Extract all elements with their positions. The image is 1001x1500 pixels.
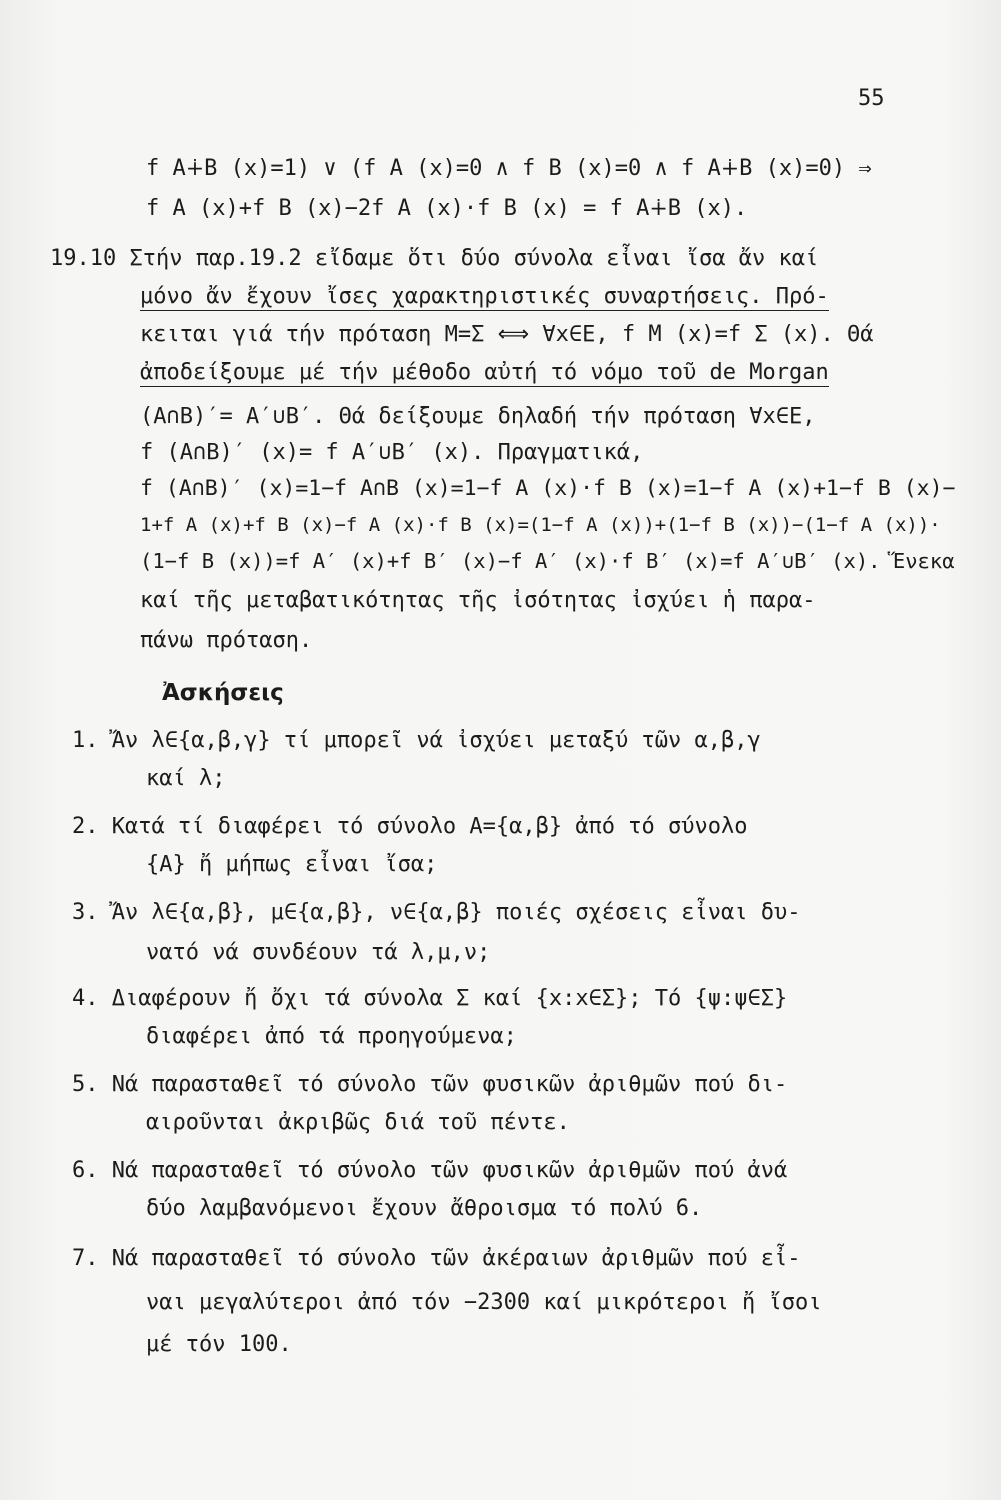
exercise-line: 4. Διαφέρουν ἤ ὄχι τά σύνολα Σ καί {x:x∈Σ}; Τό {ψ:ψ∈Σ} bbox=[72, 986, 788, 1011]
exercise-line: 7. Νά παρασταθεῖ τό σύνολο τῶν ἀκέραιων ἀριθμῶν πού εἶ- bbox=[72, 1246, 801, 1271]
text-line: μόνο ἄν ἔχουν ἴσες χαρακτηριστικές συναρτήσεις. Πρό- bbox=[140, 284, 829, 309]
exercise-line: 2. Κατά τί διαφέρει τό σύνολο Α={α,β} ἀπό τό σύνολο bbox=[72, 814, 748, 839]
text-line: 19.10 Στήν παρ.19.2 εἴδαμε ὅτι δύο σύνολα εἶναι ἴσα ἄν καί bbox=[50, 246, 819, 271]
formula-line: f (Α∩Β)′ (x)=1−f Α∩Β (x)=1−f Α (x)·f Β (x)=1−f Α (x)+1−f Β (x)− bbox=[140, 476, 956, 501]
formula-line: f (Α∩Β)′ (x)= f Α′∪Β′ (x). Πραγματικά, bbox=[140, 440, 644, 465]
exercise-line: αιροῦνται ἀκριβῶς διά τοῦ πέντε. bbox=[146, 1110, 570, 1135]
text-line: (Α∩Β)′= Α′∪Β′. Θά δείξουμε δηλαδή τήν πρόταση ∀x∈Ε, bbox=[140, 404, 816, 429]
exercise-line: 6. Νά παρασταθεῖ τό σύνολο τῶν φυσικῶν ἀριθμῶν πού ἀνά bbox=[72, 1158, 788, 1183]
page-number: 55 bbox=[858, 86, 885, 111]
formula-line: f A∔B (x)=1) ∨ (f A (x)=0 ∧ f B (x)=0 ∧ f A∔B (x)=0) ⇒ bbox=[146, 156, 872, 181]
text-line: πάνω πρόταση. bbox=[140, 628, 313, 653]
formula-line: 1+f Α (x)+f Β (x)−f Α (x)·f Β (x)=(1−f Α (x))+(1−f Β (x))−(1−f Α (x))· bbox=[140, 514, 941, 536]
exercise-line: καί λ; bbox=[146, 766, 226, 791]
exercise-line: 5. Νά παρασταθεῖ τό σύνολο τῶν φυσικῶν ἀριθμῶν πού δι- bbox=[72, 1072, 788, 1097]
text-line: καί τῆς μεταβατικότητας τῆς ἰσότητας ἰσχύει ἡ παρα- bbox=[140, 588, 816, 613]
formula-line: (1−f Β (x))=f Α′ (x)+f Β′ (x)−f Α′ (x)·f Β′ (x)=f Α′∪Β′ (x). Ἕνεκα bbox=[140, 549, 955, 573]
exercise-line: 1. Ἄν λ∈{α,β,γ} τί μπορεῖ νά ἰσχύει μεταξύ τῶν α,β,γ bbox=[72, 728, 761, 753]
formula-line: f A (x)+f B (x)−2f A (x)·f B (x) = f A∔B (x). bbox=[146, 196, 748, 221]
exercise-line: δύο λαμβανόμενοι ἔχουν ἄθροισμα τό πολύ 6. bbox=[146, 1196, 703, 1221]
exercise-line: ναι μεγαλύτεροι ἀπό τόν −2300 καί μικρότεροι ἤ ἴσοι bbox=[146, 1290, 822, 1315]
text-line: κειται γιά τήν πρόταση Μ=Σ ⟺ ∀x∈Ε, f M (x)=f Σ (x). Θά bbox=[140, 322, 874, 347]
exercise-line: 3. Ἄν λ∈{α,β}, μ∈{α,β}, ν∈{α,β} ποιές σχέσεις εἶναι δυ- bbox=[72, 900, 801, 925]
exercise-line: {Α} ἤ μήπως εἶναι ἴσα; bbox=[146, 852, 438, 877]
text-line: ἀποδείξουμε μέ τήν μέθοδο αὐτή τό νόμο τοῦ de Morgan bbox=[140, 360, 829, 385]
exercise-line: νατό νά συνδέουν τά λ,μ,ν; bbox=[146, 940, 491, 965]
exercise-line: μέ τόν 100. bbox=[146, 1332, 292, 1357]
exercise-line: διαφέρει ἀπό τά προηγούμενα; bbox=[146, 1024, 517, 1049]
section-heading: Ἀσκήσεις bbox=[162, 680, 284, 706]
